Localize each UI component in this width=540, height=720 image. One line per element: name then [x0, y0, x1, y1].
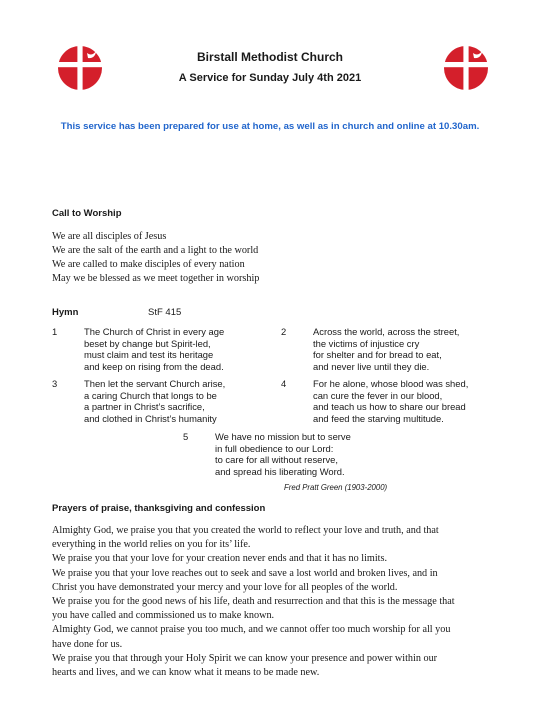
verse-line: can cure the fever in our blood, — [313, 389, 443, 401]
prayer-line: Christ you have demonstrated your mercy and your love for all peoples of the world. — [52, 581, 398, 593]
verse-line: a caring Church that longs to be — [84, 389, 217, 401]
hymn-label: Hymn — [52, 307, 79, 318]
verse-line: For he alone, whose blood was shed, — [313, 378, 469, 389]
verse-line: and spread his liberating Word. — [215, 465, 345, 477]
prayer-line: We praise you for the good news of his life, death and resurrection and that this is the message that — [52, 596, 455, 608]
verse-line: Then let the servant Church arise, — [84, 378, 226, 389]
verse-number: 4 — [281, 378, 287, 389]
hymn-verse — [313, 378, 468, 424]
verse-line: beset by change but Spirit-led, — [84, 337, 211, 349]
verse-line: and feed the starving multitude. — [313, 412, 444, 424]
hymn-verse — [84, 326, 224, 372]
verse-line: and keep on rising from the dead. — [84, 360, 224, 372]
prayer-line: We praise you that through your Holy Spirit we can know your presence and power within our — [52, 652, 438, 664]
hymn-verse — [84, 378, 225, 424]
verse-line: in full obedience to our Lord: — [215, 442, 334, 454]
verse-line: a partner in Christ’s sacrifice, — [84, 401, 205, 413]
verse-line: We have no mission but to serve — [215, 431, 351, 442]
hymn-attribution: Fred Pratt Green (1903-2000) — [284, 483, 388, 492]
prayer-line: Almighty God, we cannot praise you too much, and we cannot offer too much worship for all you — [52, 624, 451, 636]
prayer-line: Almighty God, we praise you that you created the world to reflect your love and truth, and that — [52, 525, 439, 536]
prayer-line: you have called and commissioned us to make known. — [52, 610, 275, 622]
call-to-worship-line: May we be blessed as we meet together in worship — [52, 273, 260, 284]
verse-number: 2 — [281, 326, 287, 337]
verse-line: Across the world, across the street, — [313, 326, 460, 337]
prayer-line: everything in the world relies on you for its’ life. — [52, 539, 251, 551]
church-name: Birstall Methodist Church — [196, 50, 343, 64]
call-to-worship-line: We are all disciples of Jesus — [52, 231, 167, 242]
verse-line: and never live until they die. — [313, 360, 430, 372]
prayer-line: have done for us. — [52, 638, 123, 650]
call-to-worship-heading: Call to Worship — [52, 208, 122, 219]
verse-line: and clothed in Christ’s humanity — [84, 412, 217, 424]
verse-line: and teach us how to share our bread — [313, 401, 466, 413]
verse-number: 1 — [52, 326, 58, 337]
hymn-verse — [215, 431, 351, 477]
verse-line: The Church of Christ in every age — [84, 326, 225, 337]
verse-line: the victims of injustice cry — [313, 337, 420, 349]
verse-line: to care for all without reserve, — [215, 454, 338, 466]
hymn-number: StF 415 — [148, 307, 182, 318]
prayer-line: We praise you that your love for your creation never ends and that it has no limits. — [52, 553, 387, 565]
prayer-line: We praise you that your love reaches out to seek and save a lost world and broken lives, and in — [52, 567, 438, 579]
call-to-worship-line: We are called to make disciples of every nation — [52, 259, 245, 270]
prayer-text — [52, 524, 500, 680]
call-to-worship-line: We are the salt of the earth and a light to the world — [52, 245, 259, 256]
verse-number: 5 — [183, 431, 189, 442]
verse-number: 3 — [52, 378, 58, 389]
prayer-line: hearts and lives, and we can know what it means to be made new. — [52, 667, 320, 679]
hymn-verse — [313, 326, 459, 372]
service-title: A Service for Sunday July 4th 2021 — [178, 72, 362, 84]
verse-line: for shelter and for bread to eat, — [313, 349, 442, 361]
intro-text: This service has been prepared for use at home, as well as in church and online at 10.30am. — [60, 121, 480, 132]
prayers-heading: Prayers of praise, thanksgiving and confession — [52, 503, 266, 514]
verse-line: must claim and test its heritage — [84, 349, 214, 361]
